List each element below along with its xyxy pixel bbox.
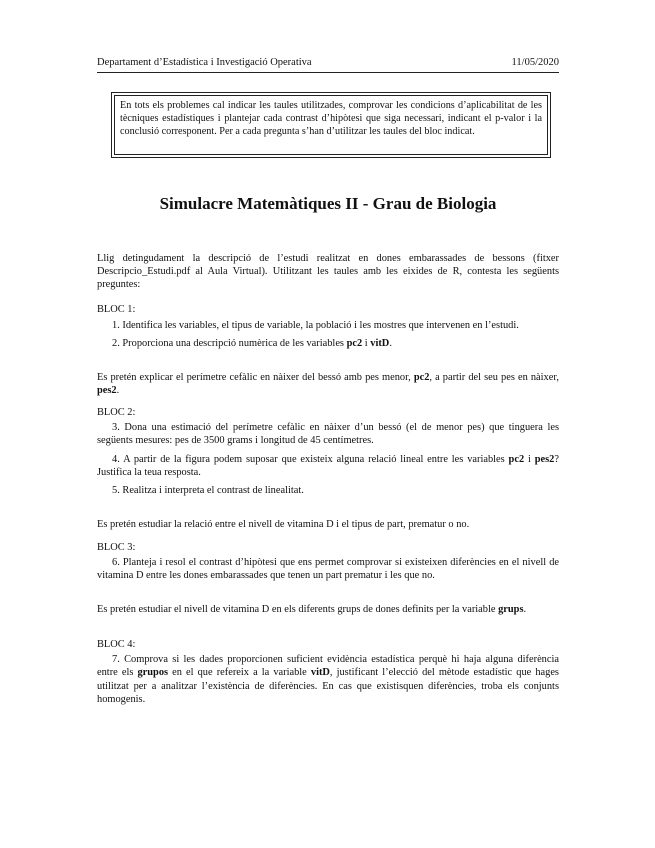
q7-text: 7. Comprova si les dades proporcionen suficient evidència estadística perquè hi haja alguna diferència entre els (97, 654, 559, 679)
var-pes2: pes2 (97, 385, 117, 397)
bloc1-section (97, 303, 559, 351)
q4-text: 4. A partir de la figura podem suposar que existeix alguna relació lineal entre les variables (112, 453, 509, 465)
context-3-text: Es pretén estudiar la relació entre el nivell de vitamina D i el tipus de part, prematur o no. (97, 519, 470, 530)
var-grups: grups (498, 604, 524, 615)
var-vitD: vitD (310, 667, 330, 679)
var-pc2: pc2 (508, 453, 525, 465)
notice-box (111, 92, 551, 158)
header-rule (97, 72, 559, 73)
q4-conj: i (524, 453, 535, 465)
bloc3-section (97, 541, 559, 583)
q2-text: 2. Proporciona una descripció numèrica de les variables (112, 338, 347, 350)
question-4 (97, 453, 559, 479)
var-pc2: pc2 (346, 338, 363, 350)
var-pc2: pc2 (413, 372, 430, 383)
context-4-end: . (523, 604, 527, 615)
context-4-text (97, 603, 559, 616)
context-2-end: . (116, 385, 120, 397)
question-5: 5. Realitza i interpreta el contrast de linealitat. (112, 485, 304, 497)
bloc1-heading: BLOC 1: (97, 304, 136, 315)
question-2 (97, 337, 559, 350)
bloc2-heading: BLOC 2: (97, 407, 136, 418)
context-3 (97, 518, 559, 531)
bloc2-section (97, 406, 559, 497)
bloc3-heading: BLOC 3: (97, 542, 136, 553)
bloc4-heading: BLOC 4: (97, 639, 136, 650)
var-pes2: pes2 (534, 453, 555, 465)
context-4-pre: Es pretén estudiar el nivell de vitamina D en els diferents grups de dones definits per la variable (97, 604, 499, 615)
var-grupos: grupos (137, 667, 169, 679)
context-2-text (97, 371, 559, 397)
intro-text: Llig detingudament la descripció de l’estudi realitzat en dones embarassades de bessons (fitxer Descripcio_Estudi.pdf al Aula Virtual). Utilitzant les taules amb les eixides de R, contesta les següents preguntes: (97, 253, 559, 291)
question-3: 3. Dona una estimació del perímetre cefàlic en nàixer d’un bessó (el de menor pes) que tinguera les següents mesures: pes de 3500 grams i longitud de 45 centímetres. (97, 422, 559, 447)
q4-end: ? Justifica la teua resposta. (97, 453, 559, 478)
question-6: 6. Planteja i resol el contrast d’hipòtesi que ens permet comprovar si existeixen diferències en el nivell de vitamina D entre les dones embarassades que tenen un part prematur i les que no. (97, 557, 559, 582)
context-2-pre: Es pretén explicar el perímetre cefàlic en nàixer del bessó amb pes menor, (97, 372, 414, 383)
header-date: 11/05/2020 (511, 57, 559, 68)
question-1: 1. Identifica les variables, el tipus de variable, la població i les mostres que intervenen en l’estudi. (112, 320, 519, 332)
var-vitD: vitD (370, 338, 390, 350)
q7-end: , justificant l’elecció del mètode estadístic que hages utilitzat per a analitzar l’existència de diferències. En cas que existisquen diferències, troba els conjunts homogenis. (97, 667, 559, 705)
notice-text: En tots els problemes cal indicar les taules utilitzades, comprovar les condicions d’aplicabilitat de les tècniques estadístiques i plantejar cada contrast d’hipòtesi que siga necessari, indicant el p-valor i la conclusió corresponent. Per a cada pregunta s’han d’utilitzar les taules del bloc indicat. (114, 95, 548, 155)
question-7 (97, 653, 559, 706)
q2-conj: i (362, 338, 371, 350)
header-department: Departament d’Estadística i Investigació Operativa (97, 57, 312, 68)
context-2-mid: , a partir del seu pes en nàixer, (429, 372, 559, 383)
q2-end: . (389, 338, 392, 350)
context-4 (97, 603, 559, 616)
context-2 (97, 371, 559, 397)
bloc4-section (97, 638, 559, 706)
intro-paragraph (97, 252, 559, 292)
document-title: Simulacre Matemàtiques II - Grau de Biologia (159, 194, 497, 213)
q7-mid: en el que refereix a la variable (168, 667, 311, 679)
page-header (97, 57, 559, 68)
